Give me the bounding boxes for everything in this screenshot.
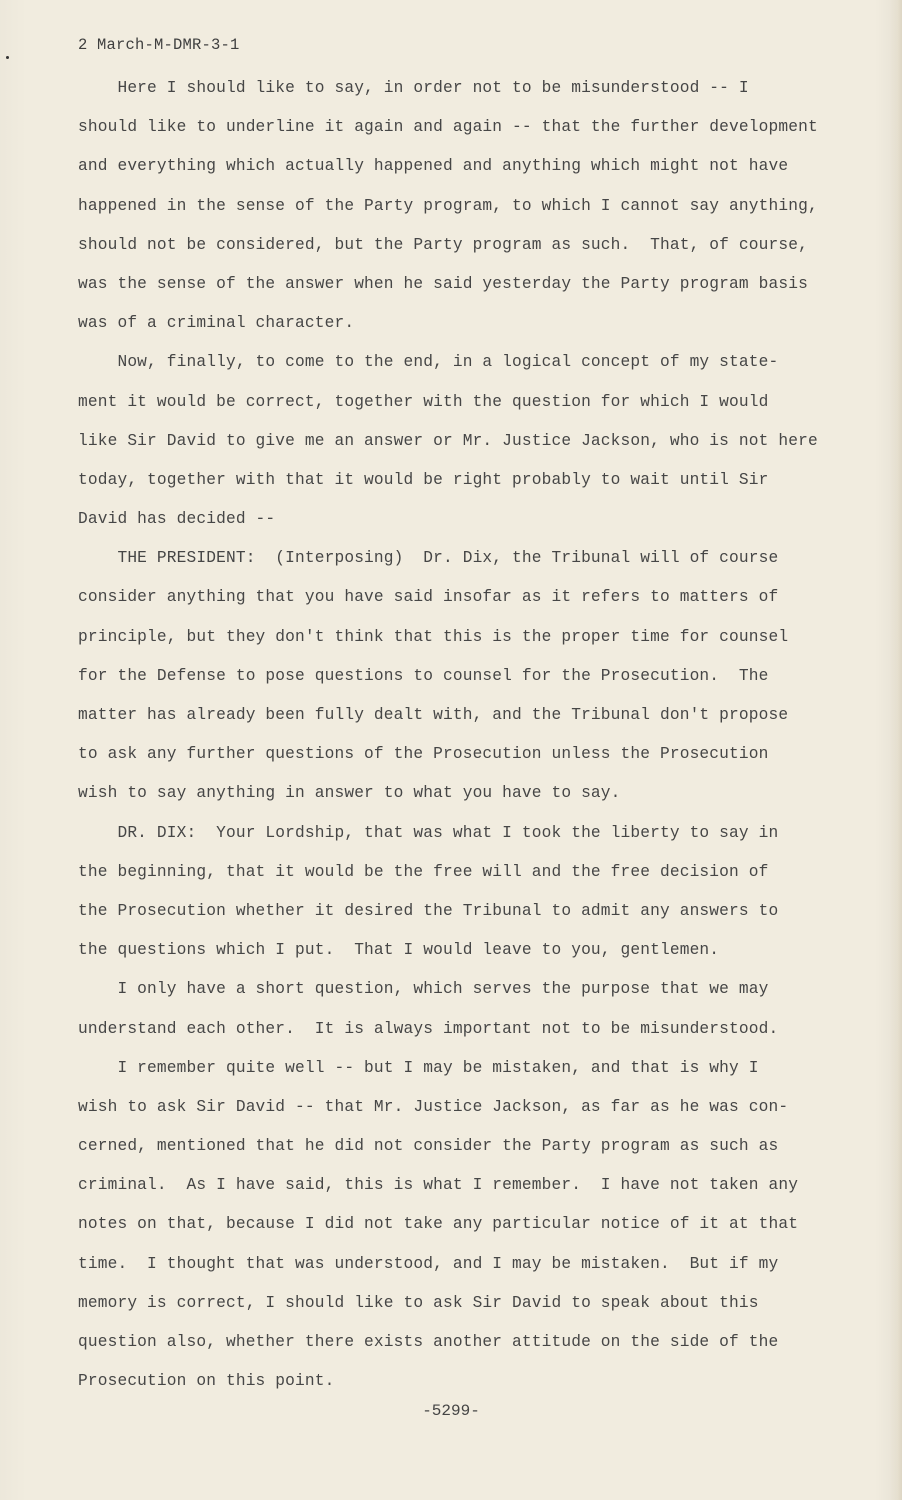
text-line: David has decided -- <box>78 510 276 529</box>
text-line: cerned, mentioned that he did not consider the Party program as such as <box>78 1137 779 1156</box>
text-line: should not be considered, but the Party program as such. That, of course, <box>78 235 808 254</box>
text-line: for the Defense to pose questions to counsel for the Prosecution. The <box>78 666 769 685</box>
text-line: matter has already been fully dealt with, and the Tribunal don't propose <box>78 706 789 724</box>
text-line: wish to say anything in answer to what you have to say. <box>78 784 621 803</box>
text-line: time. I thought that was understood, and I may be mistaken. But if my <box>78 1254 779 1273</box>
text-line: the questions which I put. That I would leave to you, gentlemen. <box>78 941 720 960</box>
text-line: happened in the sense of the Party program, to which I cannot say anything, <box>78 196 818 215</box>
text-line: Now, finally, to come to the end, in a logical concept of my state- <box>78 353 779 372</box>
text-line: memory is correct, I should like to ask Sir David to speak about this <box>78 1293 759 1312</box>
text-line: and everything which actually happened and anything which might not have <box>78 157 789 176</box>
text-line: question also, whether there exists another attitude on the side of the <box>78 1333 779 1351</box>
text-line: I remember quite well -- but I may be mistaken, and that is why I <box>78 1058 759 1077</box>
text-line: like Sir David to give me an answer or Mr. Justice Jackson, who is not here <box>78 431 818 450</box>
text-line: today, together with that it would be right probably to wait until Sir <box>78 470 769 489</box>
text-line: the Prosecution whether it desired the Tribunal to admit any answers to <box>78 901 779 920</box>
text-line: DR. DIX: Your Lordship, that was what I took the liberty to say in <box>78 823 779 842</box>
text-line: should like to underline it again and again -- that the further development <box>78 118 818 137</box>
text-line: ment it would be correct, together with the question for which I would <box>78 392 769 411</box>
margin-mark <box>6 56 9 59</box>
text-line: wish to ask Sir David -- that Mr. Justice Jackson, as far as he was con- <box>78 1097 789 1116</box>
paper-edge-shadow <box>890 0 902 1500</box>
text-line: was of a criminal character. <box>78 314 355 333</box>
text-line: notes on that, because I did not take any particular notice of it at that <box>78 1215 799 1234</box>
transcript-body <box>78 69 818 1401</box>
text-line: I only have a short question, which serves the purpose that we may <box>78 980 769 999</box>
text-line: Prosecution on this point. <box>78 1372 335 1391</box>
text-line: principle, but they don't think that this is the proper time for counsel <box>78 627 789 646</box>
text-line: THE PRESIDENT: (Interposing) Dr. Dix, the Tribunal will of course <box>78 549 779 568</box>
text-line: the beginning, that it would be the free will and the free decision of <box>78 862 769 881</box>
text-line: criminal. As I have said, this is what I remember. I have not taken any <box>78 1176 799 1195</box>
text-line: Here I should like to say, in order not to be misunderstood -- I <box>78 79 749 97</box>
text-line: understand each other. It is always important not to be misunderstood. <box>78 1019 779 1038</box>
text-line: to ask any further questions of the Prosecution unless the Prosecution <box>78 745 769 764</box>
page-number: -5299- <box>422 1402 480 1420</box>
text-line: was the sense of the answer when he said yesterday the Party program basis <box>78 274 808 293</box>
document-header: 2 March-M-DMR-3-1 <box>78 36 240 54</box>
text-line: consider anything that you have said insofar as it refers to matters of <box>78 588 779 607</box>
